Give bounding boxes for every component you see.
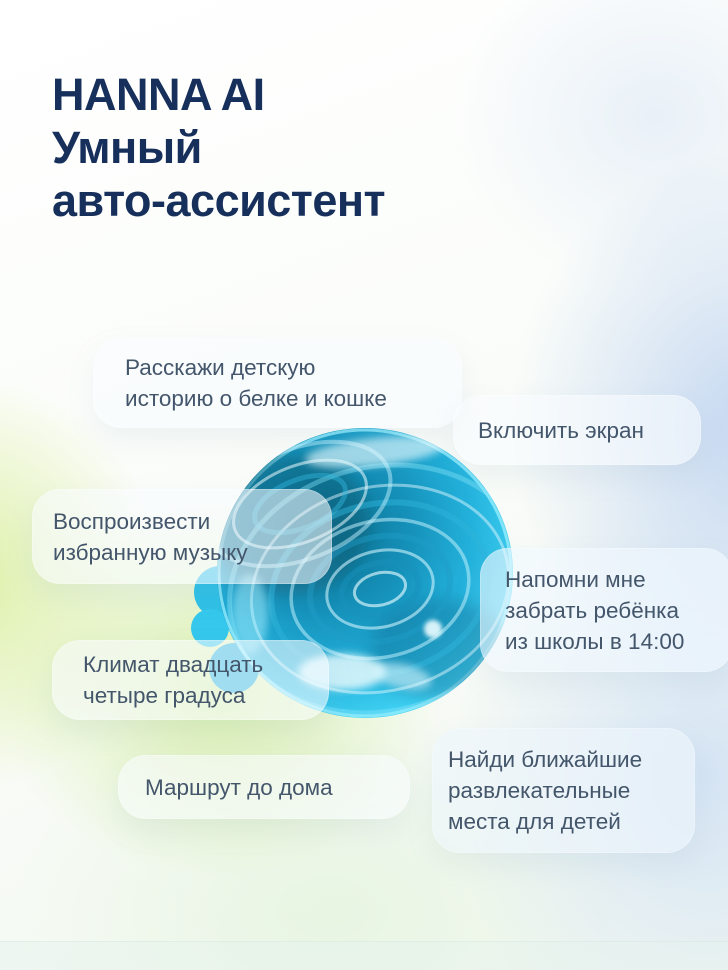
suggestion-bubble-story [93,338,462,428]
bubble-text-line: избранную музыку [53,539,248,565]
page-title [52,68,385,227]
suggestion-bubble-screen [453,395,701,465]
bubble-text-line: Найди ближайшие [448,747,643,772]
bubble-text-line: историю о белке и кошке [125,386,387,411]
bubble-text-line: Включить экран [478,417,644,443]
suggestion-bubble-climate [52,640,329,720]
bubble-text-line: места для детей [448,809,621,834]
bubble-text-line: Воспроизвести [53,508,211,534]
bubble-text-line: Расскажи детскую [125,355,316,380]
bubble-text-line: развлекательные [448,778,631,803]
bubble-text-line: из школы в 14:00 [505,628,685,654]
suggestion-bubble-route [118,755,410,819]
subtitle-line-2: авто-ассистент [52,175,386,226]
bubble-text-line: четыре градуса [83,683,246,708]
bubble-text-line: забрать ребёнка [505,597,679,623]
suggestion-bubble-remind [480,548,728,672]
bubble-text-line: Напомни мне [505,566,646,592]
suggestion-bubble-places [432,728,695,853]
suggestion-bubble-music [32,489,332,584]
brand-name: HANNA AI [52,69,265,120]
subtitle-line-1: Умный [52,122,202,173]
bottom-strip [0,941,728,970]
bubble-text-line: Климат двадцать [83,652,264,677]
bubble-text-line: Маршрут до дома [145,774,333,800]
